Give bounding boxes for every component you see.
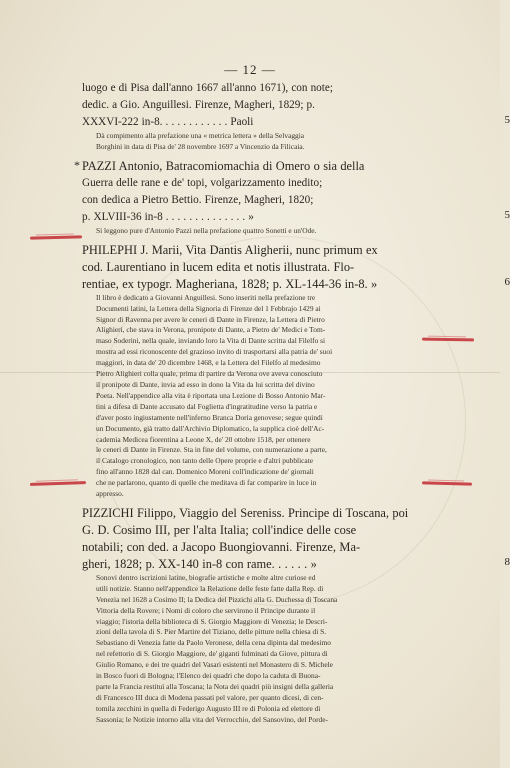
catalogue-entry-pazzi: [74, 157, 510, 237]
note-line: il Catalogo cronologico, non tanto delle Opere proprie e d'altri pubblicate: [96, 456, 314, 466]
note-line: maggiori, in data de' 20 dicembre 1468, e la Lettera del Filelfo al medesimo: [96, 358, 321, 368]
citation-line: notabili; con ded. a Jacopo Buongiovanni. Firenze, Ma-: [82, 539, 361, 554]
note-line: viaggio; l'istoria della biblioteca di S. Giorgio Maggiore di Venezia; le Descri-: [96, 616, 328, 626]
asterisk-mark: *: [74, 157, 80, 172]
entry-citation: [82, 158, 428, 226]
note-line: utili notizie. Stanno nell'appendice la Relazione delle feste fatte dalla Rep. di: [96, 583, 324, 593]
note-line: Si leggono pure d'Antonio Pazzi nella prefazione quattro Sonetti e un'Ode.: [96, 225, 317, 235]
note-line: zioni della tavola di S. Pier Martire del Tiziano, delle pitture nella chiesa di S.: [96, 627, 327, 637]
citation-line: cod. Laurentiano in lucem edita et notis illustrata. Flo-: [82, 259, 355, 274]
note-line: in Bosco fuori di Bologna; l'Elenco dei quadri che dopo la caduta di Buona-: [96, 671, 321, 681]
entry-price: 5: [504, 114, 510, 126]
entry-note: [82, 573, 428, 726]
note-line: mostra ad essi riconoscente del grazioso invito di trasportarsi alla patria de' suoi: [96, 347, 333, 357]
note-line: Dà compimento alla prefazione una « metrica lettera » della Selvaggia: [96, 131, 305, 140]
note-line: di Francesco III duca di Modena passati pel valore, per quanto dicesi, di cen-: [96, 692, 324, 702]
note-line: che ne parlarono, quanto di quelle che meditava di far comparire in luce in: [96, 478, 317, 488]
note-line: Signor di Ravenna per avere le ceneri di Dante in Firenze, la Lettera di Pietro: [96, 314, 325, 324]
citation-line: p. XLVIII-36 in-8 . . . . . . . . . . . . . . »: [82, 210, 254, 223]
note-line: Sassonia; le Notizie intorno alla vita del Verrocchio, del Sansovino, del Porde-: [96, 714, 328, 724]
note-line: d'aver posto ingiustamente nell'inferno Branca Doria genovese; segue quindi: [96, 412, 323, 422]
note-line: Giulio Romano, e dei tre quadri del Vasari esistenti nel Monastero di S. Michele: [96, 660, 333, 670]
note-line: parte la Francia restituì alla Toscana; la Nota dei quadri più insigni della galleria: [96, 682, 334, 691]
note-line: appresso.: [96, 489, 124, 499]
note-line: tini a difesa di Dante accusato dal Foglietta d'ingratitudine verso la patria e: [96, 401, 318, 411]
entry-note: [82, 226, 428, 237]
citation-line: luogo e di Pisa dall'anno 1667 all'anno 1671), con note;: [82, 82, 333, 94]
note-line: Poeta. Nell'appendice alla vita è riportata una Lezione di Bosso Antonio Mar-: [96, 390, 326, 400]
note-line: Il libro è dedicato a Giovanni Anguillesi. Sono inseriti nella prefazione tre: [96, 292, 316, 302]
note-line: le ceneri di Dante in Firenze. Sta in fine del volume, con numerazione a parte,: [96, 445, 327, 455]
note-line: Borghini in data di Pisa de' 28 novembre 1697 a Vincenzio da Filicaia.: [96, 141, 305, 151]
note-line: tomila zecchini in quella di Federigo Augusto III re di Polonia ed elettore di: [96, 703, 321, 713]
entry-price: 6: [504, 275, 510, 288]
note-line: Sonovi dentro iscrizioni latine, biografie artistiche e molte altre curiose ed: [96, 572, 316, 582]
catalogue-column: [74, 80, 510, 731]
citation-line: PHILEPHI J. Marii, Vita Dantis Aligherii, nunc primum ex: [82, 242, 378, 257]
entry-note: [82, 293, 428, 500]
entry-note: [82, 131, 428, 153]
catalogue-entry-philephi: [82, 242, 510, 500]
page-number: — 12 —: [224, 62, 276, 77]
note-line: nel refettorio di S. Giorgio Maggiore, de' giganti fulminati da Giove, pittura di: [96, 649, 328, 659]
note-line: Pietro Alighieri colla quale, prima di partire da Verona ove aveva conosciuto: [96, 369, 323, 379]
note-line: cademia Medicea fiorentina a Leone X, de' 20 ottobre 1518, per ottenere: [96, 434, 311, 444]
citation-line: Guerra delle rane e de' topi, volgarizzamento inedito;: [82, 176, 323, 189]
note-line: il pronipote di Dante, invia ad esso in dono la Vita da lui scritta del divino: [96, 379, 315, 389]
entry-citation: [82, 242, 428, 293]
catalogue-entry: [82, 80, 510, 153]
citation-line: gheri, 1828; p. XX-140 in-8 con rame. . . . . . »: [82, 556, 317, 571]
red-pencil-mark: [30, 235, 82, 239]
catalogue-entry-pizzichi: [82, 505, 510, 726]
note-line: Alighieri, che stava in Verona, pronipote di Dante, a Pietro de' Medici e Tom-: [96, 325, 326, 335]
note-line: Venezia nel 1628 a Cosimo II; la Dedica del Pizzichi alla G. Duchessa di Toscana: [96, 594, 338, 604]
note-line: fino all'anno 1828 dal can. Domenico Moreni coll'indicazione de' giornali: [96, 467, 314, 477]
citation-line: G. D. Cosimo III, per l'alta Italia; coll'indice delle cose: [82, 522, 357, 537]
entry-citation: [82, 80, 428, 131]
note-line: un Documento, già tratto dall'Archivio Diplomatico, la supplica cioè dell'Ac-: [96, 423, 325, 433]
citation-line: PIZZICHI Filippo, Viaggio del Sereniss. Principe di Toscana, poi: [82, 505, 409, 520]
red-pencil-mark: [30, 481, 86, 486]
entry-price: 8: [504, 555, 510, 568]
note-line: Documenti latini, la Lettera della Signoria di Firenze del 1 Febbrajo 1429 ai: [96, 303, 321, 313]
citation-line: con dedica a Pietro Bettio. Firenze, Magheri, 1820;: [82, 193, 314, 206]
entry-price: 5: [504, 208, 510, 221]
citation-line: XXXVI-222 in-8. . . . . . . . . . . . Paoli: [82, 116, 254, 128]
citation-line: rentiae, ex typogr. Magheriana, 1828; p. XL-144-36 in-8. »: [82, 276, 378, 291]
note-line: Vittoria della Rovere; i Nomi di coloro che servirono il Principe durante il: [96, 605, 316, 615]
citation-line: PAZZI Antonio, Batracomiomachia di Omero o sia della: [82, 158, 365, 173]
entry-citation: [82, 505, 428, 573]
note-line: Sebastiano di Venezia fatte da Paolo Veronese, della cena dipinta dal medesimo: [96, 638, 331, 648]
citation-line: dedic. a Gio. Anguillesi. Firenze, Magheri, 1829; p.: [82, 99, 315, 111]
note-line: maso Soderini, nella quale, inviando loro la Vita di Dante scritta dal Filelfo si: [96, 336, 326, 346]
